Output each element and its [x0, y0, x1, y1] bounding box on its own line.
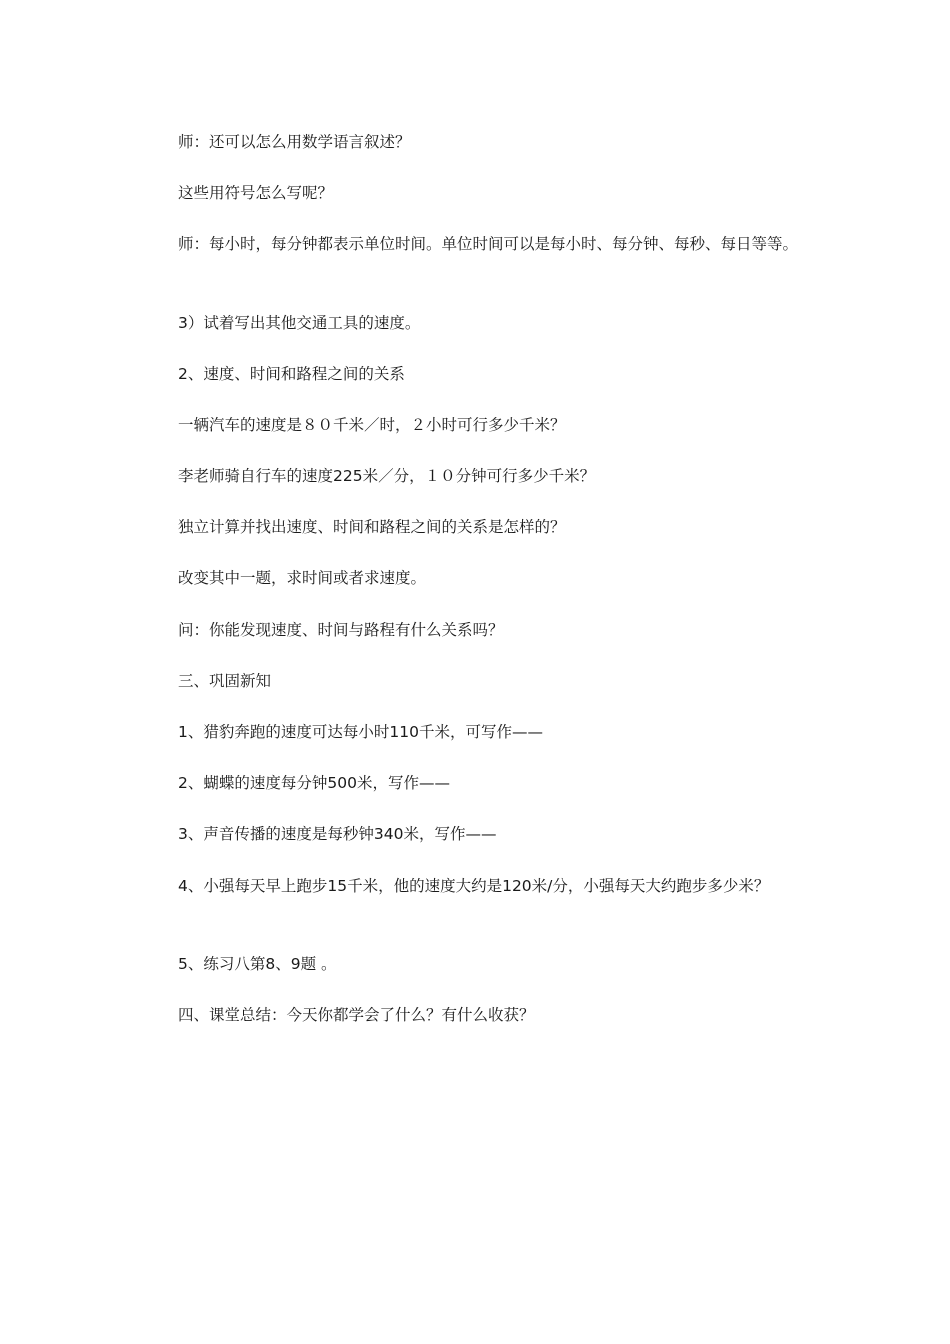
section-heading: 三、巩固新知 [178, 672, 272, 690]
paragraph: 改变其中一题，求时间或者求速度。 [178, 569, 427, 587]
paragraph: 问：你能发现速度、时间与路程有什么关系吗？ [178, 621, 504, 639]
paragraph: 5、练习八第8、9题 。 [178, 955, 337, 973]
paragraph: 师：每小时，每分钟都表示单位时间。单位时间可以是每小时、每分钟、每秒、每日等等。 [178, 235, 799, 253]
paragraph: 3、声音传播的速度是每秒钟340米，写作—— [178, 825, 497, 843]
paragraph: 1、猎豹奔跑的速度可达每小时110千米，可写作—— [178, 723, 543, 741]
paragraph: 这些用符号怎么写呢？ [178, 184, 334, 202]
paragraph: 独立计算并找出速度、时间和路程之间的关系是怎样的？ [178, 518, 566, 536]
paragraph: 3）试着写出其他交通工具的速度。 [178, 314, 421, 332]
paragraph: 李老师骑自行车的速度225米／分，１０分钟可行多少千米？ [178, 467, 596, 485]
paragraph: 师：还可以怎么用数学语言叙述？ [178, 133, 411, 151]
paragraph: 2、速度、时间和路程之间的关系 [178, 365, 405, 383]
paragraph: 2、蝴蝶的速度每分钟500米，写作—— [178, 774, 450, 792]
paragraph: 4、小强每天早上跑步15千米，他的速度大约是120米/分，小强每天大约跑步多少米？ [178, 877, 770, 895]
paragraph: 一辆汽车的速度是８０千米／时，２小时可行多少千米？ [178, 416, 566, 434]
section-heading: 四、课堂总结：今天你都学会了什么？有什么收获？ [178, 1006, 535, 1024]
